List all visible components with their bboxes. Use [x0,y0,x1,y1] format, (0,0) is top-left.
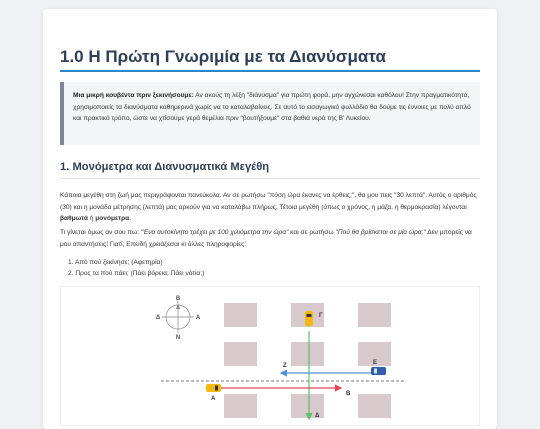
city-block [358,394,391,418]
car-yellow-top-icon [305,311,313,326]
label-beta: Β [346,391,351,397]
city-block [358,303,391,327]
paragraph-text: Δεν μπορείς να μου απαντήσεις! Γιατί; Επειδή χρειάζεσαι κι άλλες πληροφορίες: [60,229,472,248]
paragraph-text: . [129,215,132,222]
label-zeta: Ζ [283,363,287,369]
compass-east-label: Α [195,315,201,321]
city-block [224,394,257,418]
city-block [291,342,324,366]
compass-south-label: Ν [175,335,181,341]
term-monometric: μονόμετρα [95,215,130,222]
label-delta: Δ [315,413,320,419]
paragraph-text: και σε ρωτήσω [288,229,336,236]
list-item: 1. Από πού ξεκίνησε; (Αφετηρία) [68,259,163,266]
city-map-svg [61,287,481,427]
city-block [224,342,257,366]
callout-text: Αν ακούς τη λέξη "διάνυσμα" για πρώτη φορά, μην αγχώνεσαι καθόλου! Στην πραγματικότητα, χρησιμοποιείς τα διανύσματα καθημερινά χωρίς να το καταλαβαίνεις. Σε αυτό το εισαγωγικό φυλλάδιο θα δούμε τις έννοιες με πολύ απλό και πρακτικό τρόπο, ώστε να χτίσουμε γερά θεμέλια πριν "βουτήξουμε" στα βαθιά νερά της Β' Λυκείου. [73,92,471,122]
compass-north-label: Β [175,296,181,302]
intro-callout [60,82,480,145]
paragraph-text: Κάποια μεγέθη στη ζωή μας περιγράφονται πανεύκολα. Αν σε ρωτήσω "πόση ώρα έκανες να έρθεις;", θα μου πεις "30 λεπτά". Αυτός ο αριθμός (30) και η μονάδα μέτρησης (λεπτά) μας αρκούν για να καταλάβω πλήρως. Τέτοια μεγέθη (όπως ο χρόνος, η μάζα, η θερμοκρασία) λέγονται [60,192,477,211]
section-divider [60,178,480,179]
city-map-figure [60,286,480,426]
quote-car-speed: "Ένα αυτοκίνητο τρέχει με 100 χιλιόμετρα την ώρα" [140,229,289,236]
car-blue-icon [371,367,386,375]
callout-lead: Μια μικρή κουβέντα πριν ξεκινήσουμε: [73,92,194,99]
compass-rose-icon [156,296,201,341]
title-divider [60,70,480,72]
label-alpha: Α [211,396,216,402]
callout-paragraph [73,90,472,125]
page-title: 1.0 Η Πρώτη Γνωριμία με τα Διανύσματα [60,47,386,66]
label-gamma: Γ [319,313,323,319]
quote-question: "Πού θα βρίσκεται σε μία ώρα;" [335,229,426,236]
paragraph-vectors [60,227,480,250]
compass-west-label: Δ [155,315,161,321]
document-card [43,9,497,429]
list-item: 2. Προς τα πού πάει; (Πάει βόρεια; Πάει νότια;) [68,270,205,277]
city-block [224,303,257,327]
car-yellow-left-icon [206,384,221,392]
term-scalar: βαθμωτά [60,215,88,222]
label-epsilon: Ε [373,360,378,366]
section-heading: 1. Μονόμετρα και Διανυσματικά Μεγέθη [60,161,270,173]
paragraph-scalars [60,190,480,225]
info-list [68,257,204,279]
paragraph-text: ή [87,215,96,222]
paragraph-text: Τι γίνεται όμως αν σου πω: [60,229,141,236]
